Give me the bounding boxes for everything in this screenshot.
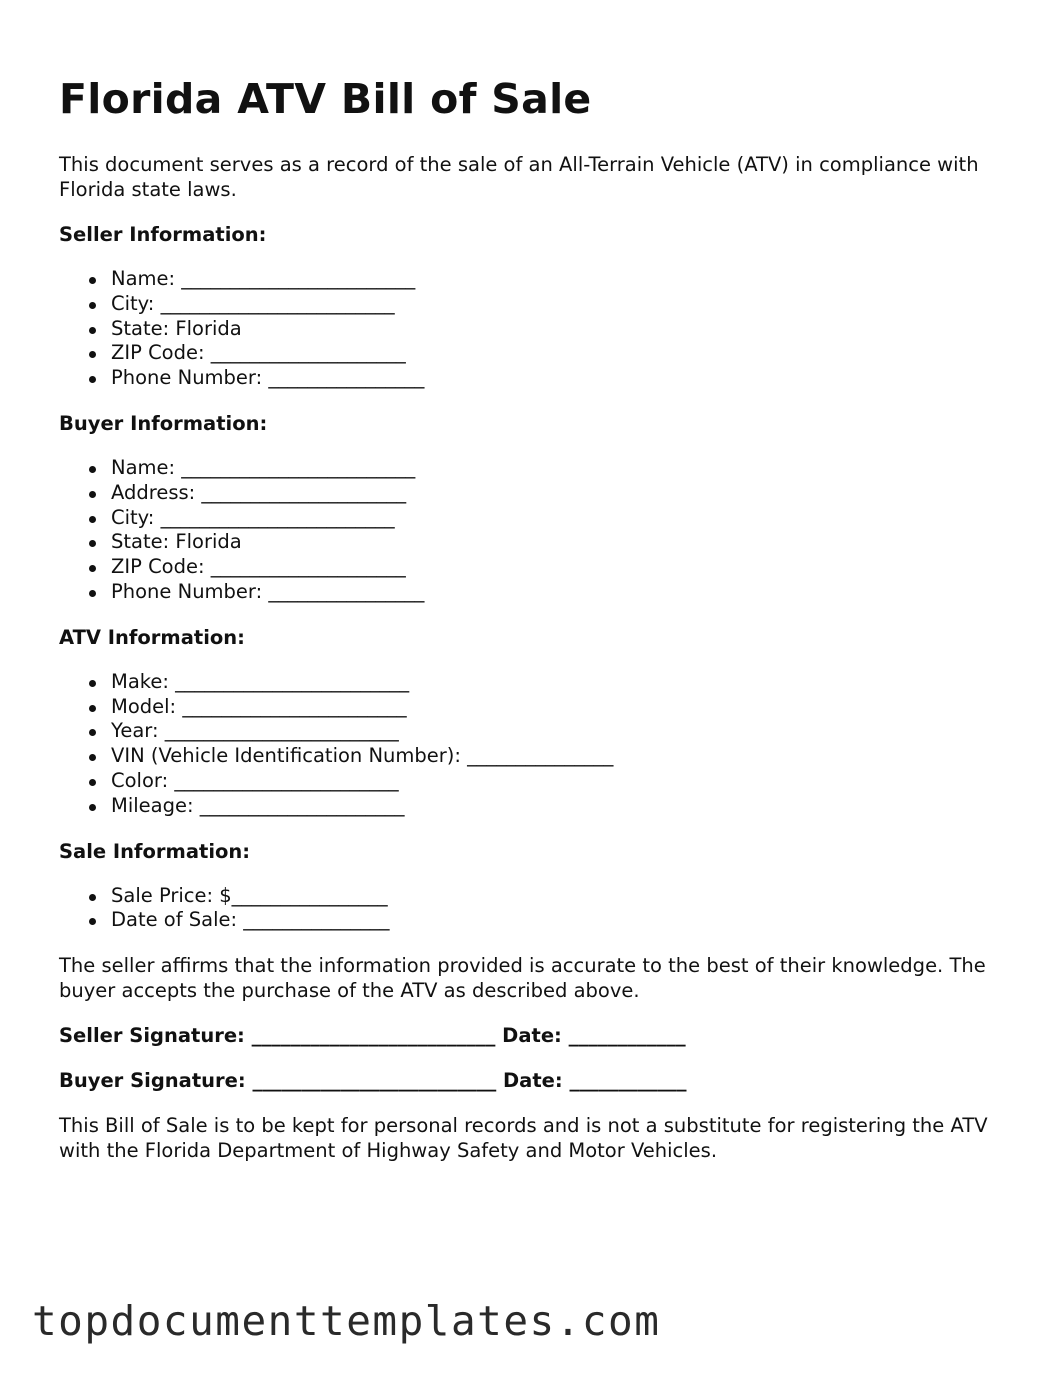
atv-model-field: Model: _______________________ xyxy=(111,695,1019,720)
buyer-zip-field: ZIP Code: ____________________ xyxy=(111,555,1019,580)
seller-zip-field: ZIP Code: ____________________ xyxy=(111,341,1019,366)
buyer-name-field: Name: ________________________ xyxy=(111,456,1019,481)
buyer-city-field: City: ________________________ xyxy=(111,506,1019,531)
atv-mileage-field: Mileage: _____________________ xyxy=(111,794,1019,819)
page-title: Florida ATV Bill of Sale xyxy=(59,75,592,123)
atv-section-heading: ATV Information: xyxy=(59,625,245,649)
atv-info-list xyxy=(59,670,1019,819)
sale-section-heading: Sale Information: xyxy=(59,839,251,863)
atv-vin-field: VIN (Vehicle Identification Number): _______________ xyxy=(111,744,1019,769)
buyer-signature-line: Buyer Signature: _________________________ Date: ____________ xyxy=(59,1069,687,1093)
buyer-address-field: Address: _____________________ xyxy=(111,481,1019,506)
seller-info-list xyxy=(59,267,1019,391)
buyer-state-field: State: Florida xyxy=(111,530,1019,555)
seller-state-field: State: Florida xyxy=(111,317,1019,342)
sale-price-field: Sale Price: $________________ xyxy=(111,884,1019,909)
atv-make-field: Make: ________________________ xyxy=(111,670,1019,695)
sale-date-field: Date of Sale: _______________ xyxy=(111,908,1019,933)
document-page xyxy=(59,74,1019,1163)
seller-signature-line: Seller Signature: _________________________ Date: ____________ xyxy=(59,1024,686,1048)
buyer-info-list xyxy=(59,456,1019,605)
closing-paragraph: This Bill of Sale is to be kept for personal records and is not a substitute for registering the ATV with the Florida Department of Highway Safety and Motor Vehicles. xyxy=(59,1114,988,1163)
seller-city-field: City: ________________________ xyxy=(111,292,1019,317)
intro-paragraph: This document serves as a record of the sale of an All-Terrain Vehicle (ATV) in compliance with Florida state laws. xyxy=(59,153,979,201)
seller-phone-field: Phone Number: ________________ xyxy=(111,366,1019,391)
sale-info-list xyxy=(59,884,1019,934)
atv-color-field: Color: _______________________ xyxy=(111,769,1019,794)
seller-name-field: Name: ________________________ xyxy=(111,267,1019,292)
seller-section-heading: Seller Information: xyxy=(59,223,267,246)
atv-year-field: Year: ________________________ xyxy=(111,719,1019,744)
buyer-section-heading: Buyer Information: xyxy=(59,411,268,435)
watermark: topdocumenttemplates.com xyxy=(32,1297,661,1345)
affirmation-paragraph: The seller affirms that the information provided is accurate to the best of their knowledge. The buyer accepts the purchase of the ATV as described above. xyxy=(59,954,986,1003)
buyer-phone-field: Phone Number: ________________ xyxy=(111,580,1019,605)
